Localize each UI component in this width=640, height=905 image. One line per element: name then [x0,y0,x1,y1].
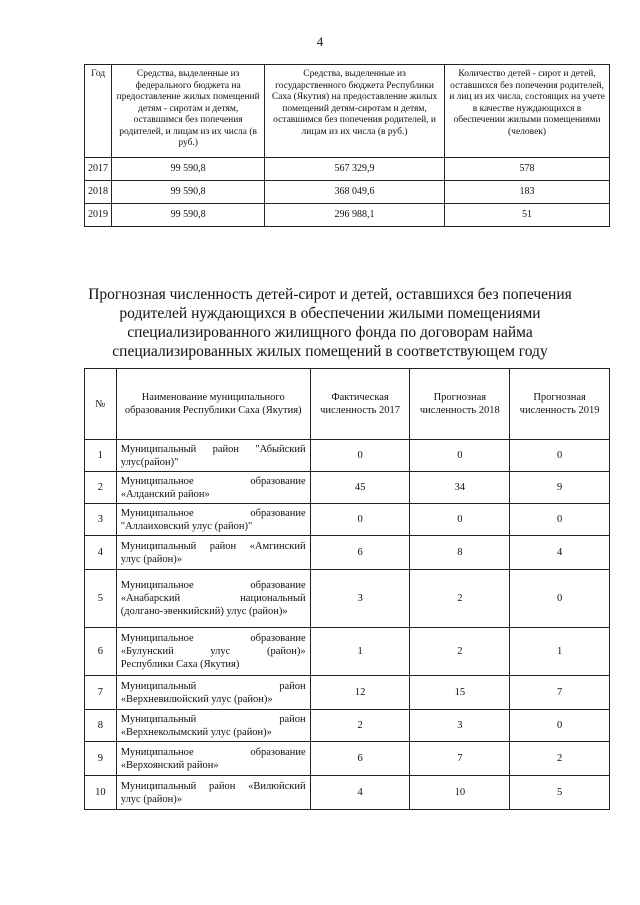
header-actual-2017: Фактическая численность 2017 [310,369,410,440]
forecast-2018-cell: 0 [410,504,510,536]
municipality-name-line: улус (район)» [120,553,182,565]
municipality-name-cell [116,504,310,536]
forecast-2018-cell: 15 [410,676,510,710]
municipality-name-line: «Булунский улус (район)» [120,646,306,657]
table-row [85,204,610,227]
forecast-2019-cell: 1 [510,628,610,676]
row-number-cell: 9 [85,742,117,776]
forecast-2018-cell: 2 [410,628,510,676]
municipality-name-cell [116,710,310,742]
row-number-cell: 3 [85,504,117,536]
forecast-2019-cell: 0 [510,710,610,742]
row-number-cell: 7 [85,676,117,710]
actual-2017-cell: 1 [310,628,410,676]
row-number-cell: 4 [85,536,117,570]
republic-funds-cell: 296 988,1 [265,204,445,227]
header-forecast-2018: Прогнозная численность 2018 [410,369,510,440]
municipality-name-line: «Верхневилюйский улус (район)» [120,693,273,705]
municipality-name-line: Республики Саха (Якутия) [120,659,240,670]
table-row [85,536,610,570]
table-row [85,710,610,742]
forecast-table [84,368,610,810]
municipality-name-line: Муниципальный район [120,680,306,692]
municipality-name-line: Муниципальное образование [120,746,306,758]
actual-2017-cell: 3 [310,570,410,628]
forecast-2019-cell: 7 [510,676,610,710]
municipality-name-line: Муниципальный район «Амгинский [120,540,306,552]
table-row [85,181,610,204]
forecast-2019-cell: 5 [510,776,610,810]
municipality-name-cell [116,440,310,472]
row-number-cell: 8 [85,710,117,742]
orphan-count-cell: 183 [445,181,610,204]
forecast-2018-cell: 3 [410,710,510,742]
header-republic-funds: Средства, выделенные из государственного бюджета Республики Саха (Якутия) на предоставление жилых помещений детям-сиротам и детям, оставшимся без попечения родителей, и лицам из их числа (в руб.) [265,65,445,158]
federal-funds-cell: 99 590,8 [112,181,265,204]
table-row [85,676,610,710]
municipality-name-cell [116,676,310,710]
municipality-name-line: "Аллаиховский улус (район)" [120,520,253,532]
republic-funds-cell: 368 049,6 [265,181,445,204]
table-row [85,158,610,181]
year-cell: 2019 [85,204,112,227]
republic-funds-cell: 567 329,9 [265,158,445,181]
forecast-2019-cell: 0 [510,504,610,536]
actual-2017-cell: 4 [310,776,410,810]
municipality-name-cell [116,742,310,776]
table-row [85,440,610,472]
year-cell: 2018 [85,181,112,204]
municipality-name-line: «Верхоянский район» [120,759,219,771]
actual-2017-cell: 12 [310,676,410,710]
forecast-2019-cell: 0 [510,440,610,472]
table-row [85,504,610,536]
municipality-name-line: Муниципальное образование [120,580,306,591]
municipality-name-line: улус (район)» [120,793,182,805]
forecast-2019-cell: 0 [510,570,610,628]
header-forecast-2019: Прогнозная численность 2019 [510,369,610,440]
forecast-2018-cell: 2 [410,570,510,628]
municipality-name-line: «Алданский район» [120,488,210,500]
municipality-name-cell [116,776,310,810]
row-number-cell: 6 [85,628,117,676]
municipality-name-cell [116,628,310,676]
forecast-2019-cell: 2 [510,742,610,776]
forecast-2018-cell: 7 [410,742,510,776]
municipality-name-line: Муниципальное образование [120,633,306,644]
table-row [85,742,610,776]
federal-funds-cell: 99 590,8 [112,158,265,181]
funding-table-header [85,65,610,158]
municipality-name-cell [116,536,310,570]
table-row [85,472,610,504]
orphan-count-cell: 578 [445,158,610,181]
municipality-name-line: (долгано-эвенкийский) улус (район)» [120,606,288,617]
year-cell: 2017 [85,158,112,181]
funding-table [84,64,610,227]
row-number-cell: 1 [85,440,117,472]
municipality-name-cell [116,570,310,628]
forecast-2019-cell: 4 [510,536,610,570]
forecast-table-header [85,369,610,440]
municipality-name-line: Муниципальное образование [120,475,306,487]
actual-2017-cell: 0 [310,504,410,536]
municipality-name-line: улус(район)" [120,456,179,468]
actual-2017-cell: 0 [310,440,410,472]
municipality-name-cell [116,472,310,504]
municipality-name-line: «Анабарский национальный [120,593,306,604]
municipality-name-line: «Верхнеколымский улус (район)» [120,726,272,738]
header-orphan-count: Количество детей - сирот и детей, оставшихся без попечения родителей, и лиц из их числа, состоящих на учете в качестве нуждающихся в обеспечении жилыми помещениями (человек) [445,65,610,158]
header-year: Год [85,65,112,158]
header-federal-funds: Средства, выделенные из федерального бюджета на предоставление жилых помещений детям - сиротам и детям, оставшимся без попечения родителей, и лицам из их числа (в руб.) [112,65,265,158]
forecast-2018-cell: 8 [410,536,510,570]
forecast-2018-cell: 0 [410,440,510,472]
header-number: № [85,369,117,440]
table-row [85,628,610,676]
forecast-2018-cell: 10 [410,776,510,810]
municipality-name-line: Муниципальное образование [120,507,306,519]
orphan-count-cell: 51 [445,204,610,227]
row-number-cell: 5 [85,570,117,628]
table-row [85,776,610,810]
forecast-2018-cell: 34 [410,472,510,504]
actual-2017-cell: 6 [310,742,410,776]
row-number-cell: 10 [85,776,117,810]
actual-2017-cell: 45 [310,472,410,504]
section-title: Прогнозная численность детей-сирот и детей, оставшихся без попечения родителей нуждающихся в обеспечении жилыми помещениями специализированного жилищного фонда по договорам найма специализированных жилых помещений в соответствующем году [88,286,572,360]
row-number-cell: 2 [85,472,117,504]
actual-2017-cell: 2 [310,710,410,742]
municipality-name-line: Муниципальный район "Абыйский [120,443,306,455]
municipality-name-line: Муниципальный район «Вилюйский [120,780,306,792]
forecast-2019-cell: 9 [510,472,610,504]
table-row [85,570,610,628]
page-number: 4 [316,34,324,49]
federal-funds-cell: 99 590,8 [112,204,265,227]
actual-2017-cell: 6 [310,536,410,570]
municipality-name-line: Муниципальный район [120,713,306,725]
header-municipality: Наименование муниципального образования Республики Саха (Якутия) [116,369,310,440]
